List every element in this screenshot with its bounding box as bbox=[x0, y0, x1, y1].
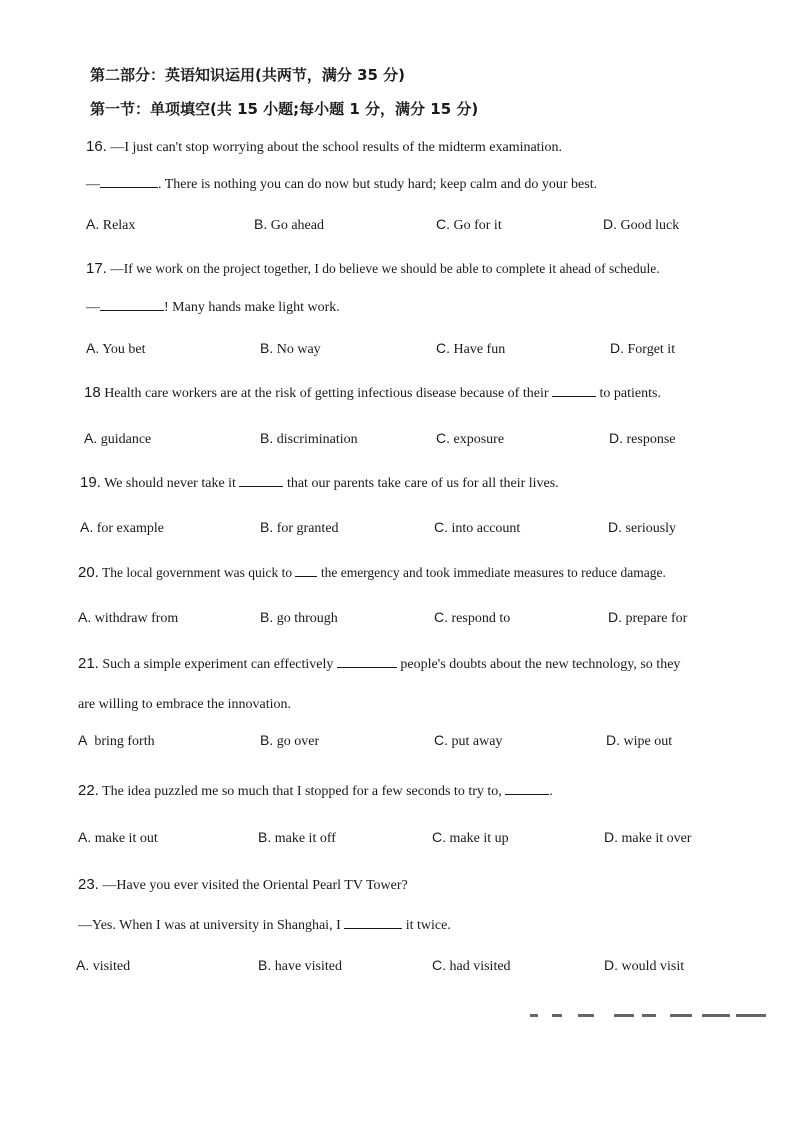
question-text-end: to patients. bbox=[599, 386, 661, 401]
option-c[interactable] bbox=[434, 732, 502, 750]
response-text: —Yes. When I was at university in Shanghai, I bbox=[78, 918, 341, 933]
question-number: 22. bbox=[78, 782, 99, 799]
option-text: Forget it bbox=[627, 342, 676, 357]
option-a[interactable] bbox=[84, 430, 151, 448]
option-text: withdraw from bbox=[94, 611, 179, 626]
option-text: had visited bbox=[449, 959, 511, 974]
option-text: make it up bbox=[449, 831, 509, 846]
question-17-response bbox=[86, 298, 340, 316]
question-number: 23. bbox=[78, 876, 99, 893]
option-letter: C. bbox=[436, 340, 450, 356]
option-text: Have fun bbox=[453, 342, 506, 357]
option-b[interactable] bbox=[260, 340, 321, 358]
option-b[interactable] bbox=[260, 519, 339, 537]
option-c[interactable] bbox=[432, 829, 509, 847]
option-text: wipe out bbox=[623, 734, 673, 749]
option-letter: D. bbox=[604, 957, 618, 973]
option-text: would visit bbox=[621, 959, 685, 974]
option-letter: C. bbox=[432, 957, 446, 973]
option-c[interactable] bbox=[436, 340, 505, 358]
part-title: 第二部分：英语知识运用(共两节，满分 35 分) bbox=[90, 66, 406, 84]
response-text: ! Many hands make light work. bbox=[164, 300, 340, 315]
option-letter: D. bbox=[608, 519, 622, 535]
option-text: bring forth bbox=[94, 734, 155, 749]
question-17-prompt bbox=[86, 260, 660, 277]
option-text: guidance bbox=[100, 432, 152, 447]
option-letter: D. bbox=[603, 216, 617, 232]
option-letter: D. bbox=[609, 430, 623, 446]
response-text-end: it twice. bbox=[405, 918, 451, 933]
option-c[interactable] bbox=[434, 519, 520, 537]
answer-blank bbox=[295, 564, 317, 577]
option-letter: C. bbox=[436, 216, 450, 232]
question-text: —I just can't stop worrying about the school results of the midterm examination. bbox=[110, 140, 562, 155]
question-text: —Have you ever visited the Oriental Pearl TV Tower? bbox=[102, 878, 408, 893]
question-number: 21. bbox=[78, 655, 99, 672]
option-a[interactable] bbox=[86, 340, 146, 358]
option-a[interactable] bbox=[78, 829, 158, 847]
option-text: make it out bbox=[94, 831, 158, 846]
option-text: response bbox=[626, 432, 676, 447]
option-a[interactable] bbox=[80, 519, 164, 537]
option-letter: A. bbox=[80, 519, 94, 535]
question-number: 16. bbox=[86, 138, 107, 155]
option-c[interactable] bbox=[436, 216, 502, 234]
option-text: prepare for bbox=[625, 611, 688, 626]
option-text: exposure bbox=[453, 432, 505, 447]
option-letter: D. bbox=[610, 340, 624, 356]
scan-artifact bbox=[530, 1014, 770, 1020]
option-letter: C. bbox=[436, 430, 450, 446]
question-text: Health care workers are at the risk of getting infectious disease because of their bbox=[104, 386, 549, 401]
answer-blank bbox=[344, 916, 402, 929]
option-letter: A. bbox=[78, 829, 92, 845]
option-text: go through bbox=[276, 611, 338, 626]
option-letter: B. bbox=[254, 216, 268, 232]
option-letter: A. bbox=[86, 216, 100, 232]
question-text: We should never take it bbox=[104, 476, 236, 491]
option-text: No way bbox=[276, 342, 321, 357]
answer-blank bbox=[100, 175, 158, 188]
option-c[interactable] bbox=[434, 609, 510, 627]
option-b[interactable] bbox=[258, 957, 342, 975]
question-16-response bbox=[86, 175, 597, 193]
option-text: Go ahead bbox=[270, 218, 324, 233]
option-b[interactable] bbox=[260, 430, 358, 448]
option-text: go over bbox=[276, 734, 320, 749]
option-text: respond to bbox=[451, 611, 511, 626]
option-letter: A bbox=[78, 732, 88, 748]
option-d[interactable] bbox=[603, 216, 679, 234]
option-letter: A. bbox=[84, 430, 98, 446]
option-text: discrimination bbox=[276, 432, 358, 447]
question-20-prompt bbox=[78, 564, 666, 581]
question-number: 17. bbox=[86, 260, 107, 277]
option-text: Relax bbox=[102, 218, 136, 233]
option-letter: B. bbox=[258, 957, 272, 973]
option-b[interactable] bbox=[258, 829, 336, 847]
question-number: 20. bbox=[78, 564, 99, 581]
subsection-title: 第一节：单项填空(共 15 小题;每小题 1 分，满分 15 分) bbox=[90, 100, 479, 118]
answer-blank bbox=[552, 384, 596, 397]
option-a[interactable] bbox=[86, 216, 135, 234]
option-letter: B. bbox=[260, 609, 274, 625]
option-d[interactable] bbox=[608, 609, 687, 627]
option-text: make it over bbox=[621, 831, 692, 846]
question-16-prompt bbox=[86, 138, 562, 156]
option-text: have visited bbox=[274, 959, 342, 974]
option-a[interactable] bbox=[78, 732, 155, 750]
option-letter: D. bbox=[608, 609, 622, 625]
option-letter: B. bbox=[260, 732, 274, 748]
option-text: visited bbox=[92, 959, 131, 974]
option-text: Go for it bbox=[453, 218, 502, 233]
question-21-continuation: are willing to embrace the innovation. bbox=[78, 697, 292, 712]
option-text: into account bbox=[451, 521, 521, 536]
question-23-response bbox=[78, 916, 451, 934]
option-b[interactable] bbox=[260, 609, 338, 627]
option-text: You bet bbox=[102, 342, 146, 357]
question-text-end: the emergency and took immediate measures to reduce damage. bbox=[320, 565, 666, 580]
question-text: The local government was quick to bbox=[102, 565, 293, 580]
option-letter: C. bbox=[434, 519, 448, 535]
option-letter: C. bbox=[432, 829, 446, 845]
option-letter: B. bbox=[260, 519, 274, 535]
option-text: for example bbox=[96, 521, 164, 536]
option-letter: A. bbox=[86, 340, 100, 356]
option-d[interactable] bbox=[608, 519, 676, 537]
option-letter: C. bbox=[434, 609, 448, 625]
dash: — bbox=[86, 300, 100, 315]
answer-blank bbox=[100, 298, 164, 311]
option-text: for granted bbox=[276, 521, 339, 536]
question-number: 18 bbox=[84, 384, 101, 401]
option-letter: D. bbox=[606, 732, 620, 748]
answer-blank bbox=[505, 782, 549, 795]
answer-blank bbox=[239, 474, 283, 487]
question-number: 19. bbox=[80, 474, 101, 491]
option-b[interactable] bbox=[254, 216, 324, 234]
option-text: put away bbox=[451, 734, 503, 749]
question-19-prompt bbox=[80, 474, 559, 492]
option-letter: B. bbox=[260, 430, 274, 446]
option-d[interactable] bbox=[610, 340, 675, 358]
option-b[interactable] bbox=[260, 732, 319, 750]
option-text: make it off bbox=[274, 831, 336, 846]
question-text: Such a simple experiment can effectively bbox=[102, 657, 334, 672]
option-c[interactable] bbox=[432, 957, 511, 975]
question-18-prompt bbox=[84, 384, 661, 402]
option-d[interactable] bbox=[606, 732, 672, 750]
option-letter: C. bbox=[434, 732, 448, 748]
question-22-prompt bbox=[78, 782, 553, 800]
option-a[interactable] bbox=[76, 957, 130, 975]
option-letter: A. bbox=[76, 957, 90, 973]
option-text: Good luck bbox=[620, 218, 680, 233]
question-text: —If we work on the project together, I do believe we should be able to complete it ahead of schedule. bbox=[110, 261, 660, 276]
option-d[interactable] bbox=[604, 957, 684, 975]
option-letter: A. bbox=[78, 609, 92, 625]
dash: — bbox=[86, 177, 100, 192]
question-21-prompt bbox=[78, 655, 680, 673]
option-letter: D. bbox=[604, 829, 618, 845]
option-c[interactable] bbox=[436, 430, 504, 448]
question-23-prompt bbox=[78, 876, 408, 894]
question-text-end: people's doubts about the new technology, so they bbox=[400, 657, 681, 672]
option-text: seriously bbox=[625, 521, 677, 536]
response-text: . There is nothing you can do now but study hard; keep calm and do your best. bbox=[158, 177, 598, 192]
option-d[interactable] bbox=[609, 430, 676, 448]
option-letter: B. bbox=[258, 829, 272, 845]
question-text: The idea puzzled me so much that I stopped for a few seconds to try to, bbox=[102, 784, 502, 799]
option-d[interactable] bbox=[604, 829, 691, 847]
answer-blank bbox=[337, 655, 397, 668]
option-a[interactable] bbox=[78, 609, 178, 627]
question-text-end: that our parents take care of us for all their lives. bbox=[286, 476, 559, 491]
question-text-end: . bbox=[549, 784, 553, 799]
option-letter: B. bbox=[260, 340, 274, 356]
